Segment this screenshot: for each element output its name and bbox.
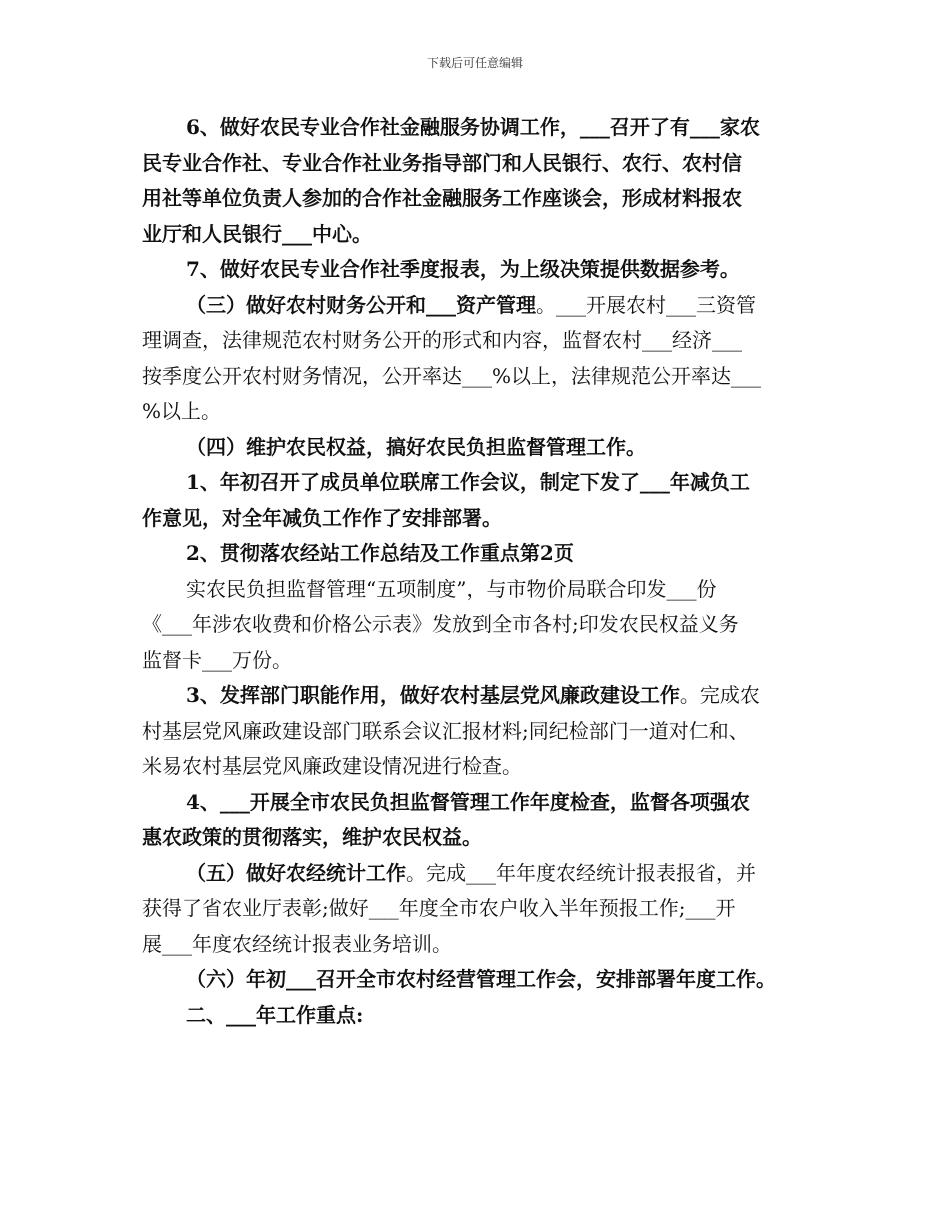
text-line: 按季度公开农村财务情况，公开率达___%以上，法律规范公开率达___ [142,363,762,388]
text-line: 7、做好农民专业合作社季度报表，为上级决策提供数据参考。 [186,257,740,281]
text-line: 2、贯彻落农经站工作总结及工作重点第2页 [186,541,574,565]
paragraph-p6b [142,962,812,998]
text-line: 理调查，法律规范农村财务公开的形式和内容，监督农村___经济___ [142,328,742,352]
text-line: 村基层党风廉政建设部门联系会议汇报材料;同纪检部门一道对仁和、 [142,718,749,743]
paragraph-p5 [142,856,812,963]
text-line [142,678,812,714]
text-line: （四）维护农民权益，搞好农民负担监督管理工作。 [186,434,646,459]
text-line: 二、___年工作重点: [186,1002,364,1027]
text-line [142,288,812,324]
text-line: 米易农村基层党风廉政建设情况进行检查。 [142,754,522,778]
text-line: 4、___开展全市农民负担监督管理工作年度检查，监督各项强农 [186,789,750,814]
paragraph-p44 [142,785,812,856]
text-segment: 。___开展农村___三资管 [536,292,756,317]
text-line: 实农民负担监督管理“五项制度”，与市物价局联合印发___份 [186,576,717,601]
text-line: 监督卡___万份。 [142,647,292,672]
text-line: 惠农政策的贯彻落实，维护农民权益。 [142,825,482,849]
text-segment: 3、发挥部门职能作用，做好农村基层党风廉政建设工作 [186,683,680,707]
text-line [142,856,812,892]
text-line: （六）年初___召开全市农村经营管理工作会，安排部署年度工作。 [186,967,776,991]
text-line: 用社等单位负责人参加的合作社金融服务工作座谈会，形成材料报农 [142,186,742,210]
text-segment: （五）做好农经统计工作 [186,860,406,885]
text-line: %以上。 [142,399,222,423]
text-line: 6、做好农民专业合作社金融服务协调工作，___召开了有___家农 [186,115,760,139]
text-line: 民专业合作社、专业合作社业务指导部门和人民银行、农行、农村信 [142,150,742,175]
text-line: 《___年涉农收费和价格公示表》发放到全市各村;印发农民权益义务 [142,612,739,636]
paragraph-p43 [142,678,812,785]
text-line: 1、年初召开了成员单位联席工作会议，制定下发了___年减负工 [186,470,750,494]
paragraph-p6 [142,110,812,252]
text-segment: 。完成___年年度农经统计报表报省，并 [406,860,756,885]
text-line: 展___年度农经统计报表业务培训。 [142,931,452,956]
text-segment: （三）做好农村财务公开和___资产管理 [186,292,536,317]
paragraph-p41 [142,465,812,536]
page-header: 下载后可任意编辑 [426,56,523,70]
paragraph-p7 [142,252,812,288]
text-segment: 。完成农 [679,683,760,707]
document-body [142,110,812,1033]
paragraph-p2 [142,998,812,1034]
text-line: 业厅和人民银行___中心。 [142,221,372,246]
paragraph-p3 [142,288,812,430]
text-line: 获得了省农业厅表彰;做好___年度全市农户收入半年预报工作;___开 [142,896,736,920]
paragraph-p42 [142,536,812,572]
paragraph-p4 [142,430,812,466]
paragraph-p42b [142,572,812,679]
text-line: 作意见，对全年减负工作作了安排部署。 [142,505,502,530]
